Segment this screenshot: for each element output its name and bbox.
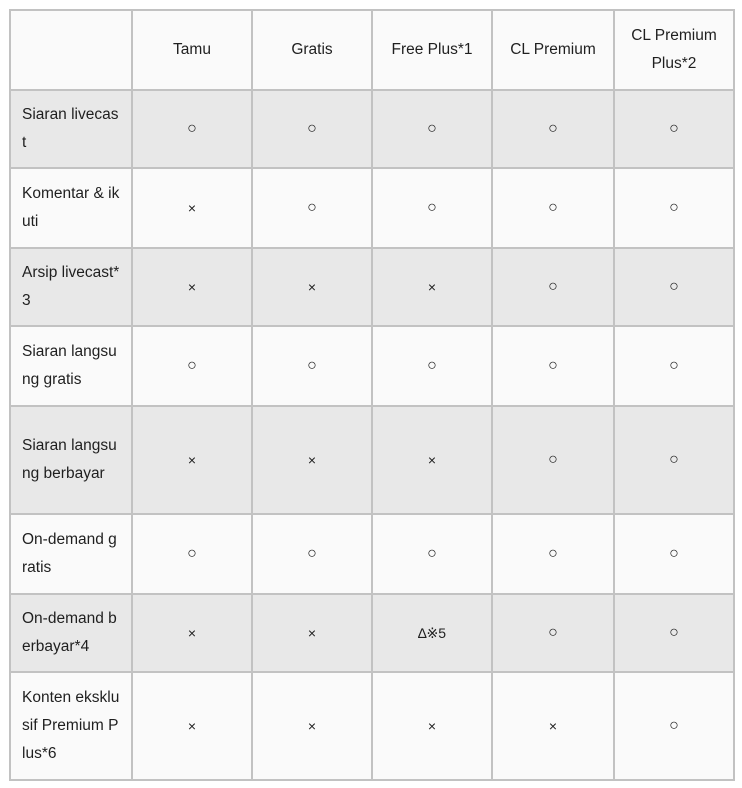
- feature-cell: [252, 672, 372, 780]
- table-row: [10, 406, 734, 514]
- row-label: On-demand berbayar*4: [10, 594, 132, 672]
- feature-cell: [372, 594, 492, 672]
- row-label: Siaran livecast: [10, 90, 132, 168]
- row-label: Konten eksklusif Premium Plus*6: [10, 672, 132, 780]
- feature-cell: [372, 514, 492, 594]
- feature-cell: [614, 672, 734, 780]
- availability-mark: ○: [427, 545, 437, 562]
- availability-mark: ○: [548, 357, 558, 374]
- table-row: [10, 90, 734, 168]
- feature-cell: [614, 168, 734, 248]
- availability-mark: ○: [427, 199, 437, 216]
- table-row: [10, 594, 734, 672]
- availability-mark: ○: [548, 624, 558, 641]
- header-gratis: Gratis: [252, 10, 372, 90]
- feature-cell: [492, 672, 614, 780]
- feature-cell: [132, 406, 252, 514]
- availability-mark: ○: [307, 199, 317, 216]
- availability-mark: ×: [187, 451, 197, 468]
- feature-cell: [132, 514, 252, 594]
- feature-cell: [252, 90, 372, 168]
- feature-cell: [492, 326, 614, 406]
- feature-cell: [614, 406, 734, 514]
- feature-cell: [132, 672, 252, 780]
- feature-cell: [614, 594, 734, 672]
- availability-mark: ×: [307, 624, 317, 641]
- table-row: [10, 672, 734, 780]
- header-row: [10, 10, 734, 90]
- feature-cell: [132, 326, 252, 406]
- header-tamu: Tamu: [132, 10, 252, 90]
- table-row: [10, 168, 734, 248]
- feature-cell: [372, 406, 492, 514]
- feature-cell: [372, 326, 492, 406]
- feature-cell: [132, 168, 252, 248]
- feature-cell: [252, 406, 372, 514]
- table-row: [10, 326, 734, 406]
- feature-cell: [614, 90, 734, 168]
- availability-mark: ○: [548, 278, 558, 295]
- feature-cell: [252, 594, 372, 672]
- feature-cell: [492, 514, 614, 594]
- availability-mark: ○: [669, 278, 679, 295]
- availability-mark: ×: [307, 278, 317, 295]
- availability-mark: ○: [427, 120, 437, 137]
- availability-mark: ×: [187, 717, 197, 734]
- availability-mark: ○: [548, 451, 558, 468]
- availability-mark: ○: [307, 357, 317, 374]
- availability-mark: ×: [548, 717, 558, 734]
- availability-mark: ○: [669, 451, 679, 468]
- feature-cell: [372, 90, 492, 168]
- feature-cell: [372, 248, 492, 326]
- availability-mark: ○: [669, 120, 679, 137]
- availability-mark: ○: [307, 120, 317, 137]
- feature-cell: [252, 168, 372, 248]
- availability-mark: ×: [187, 624, 197, 641]
- feature-cell: [492, 248, 614, 326]
- row-label: Arsip livecast*3: [10, 248, 132, 326]
- availability-mark: ○: [669, 357, 679, 374]
- availability-mark: ×: [187, 199, 197, 216]
- availability-mark: ○: [187, 357, 197, 374]
- row-label: Siaran langsung gratis: [10, 326, 132, 406]
- table-row: [10, 248, 734, 326]
- feature-cell: [614, 514, 734, 594]
- feature-cell: [252, 248, 372, 326]
- availability-mark: ○: [307, 545, 317, 562]
- availability-mark: ○: [427, 357, 437, 374]
- feature-cell: [372, 672, 492, 780]
- feature-cell: [492, 406, 614, 514]
- availability-mark: ×: [307, 451, 317, 468]
- feature-cell: [252, 514, 372, 594]
- availability-mark: ○: [187, 545, 197, 562]
- availability-mark: ×: [427, 717, 437, 734]
- plan-comparison-table: [9, 9, 735, 781]
- feature-cell: [372, 168, 492, 248]
- feature-cell: [614, 326, 734, 406]
- feature-cell: [492, 168, 614, 248]
- availability-mark: ×: [427, 451, 437, 468]
- header-cl-premium: CL Premium: [492, 10, 614, 90]
- feature-cell: [252, 326, 372, 406]
- availability-mark: ○: [669, 199, 679, 216]
- row-label: On-demand gratis: [10, 514, 132, 594]
- availability-mark: ×: [187, 278, 197, 295]
- feature-cell: [132, 90, 252, 168]
- header-free-plus: Free Plus*1: [372, 10, 492, 90]
- plan-comparison-table-wrapper: [9, 9, 735, 781]
- header-empty-corner: [10, 10, 132, 90]
- availability-mark: ○: [548, 199, 558, 216]
- availability-mark: ×: [307, 717, 317, 734]
- feature-cell: [132, 594, 252, 672]
- availability-mark: ∆※5: [417, 624, 447, 641]
- row-label: Komentar & ikuti: [10, 168, 132, 248]
- row-label: Siaran langsung berbayar: [10, 406, 132, 514]
- availability-mark: ○: [669, 624, 679, 641]
- feature-cell: [492, 594, 614, 672]
- table-row: [10, 514, 734, 594]
- availability-mark: ○: [669, 717, 679, 734]
- feature-cell: [132, 248, 252, 326]
- availability-mark: ○: [669, 545, 679, 562]
- feature-cell: [614, 248, 734, 326]
- availability-mark: ○: [187, 120, 197, 137]
- availability-mark: ×: [427, 278, 437, 295]
- feature-cell: [492, 90, 614, 168]
- availability-mark: ○: [548, 545, 558, 562]
- header-cl-premium-plus: CL Premium Plus*2: [614, 10, 734, 90]
- availability-mark: ○: [548, 120, 558, 137]
